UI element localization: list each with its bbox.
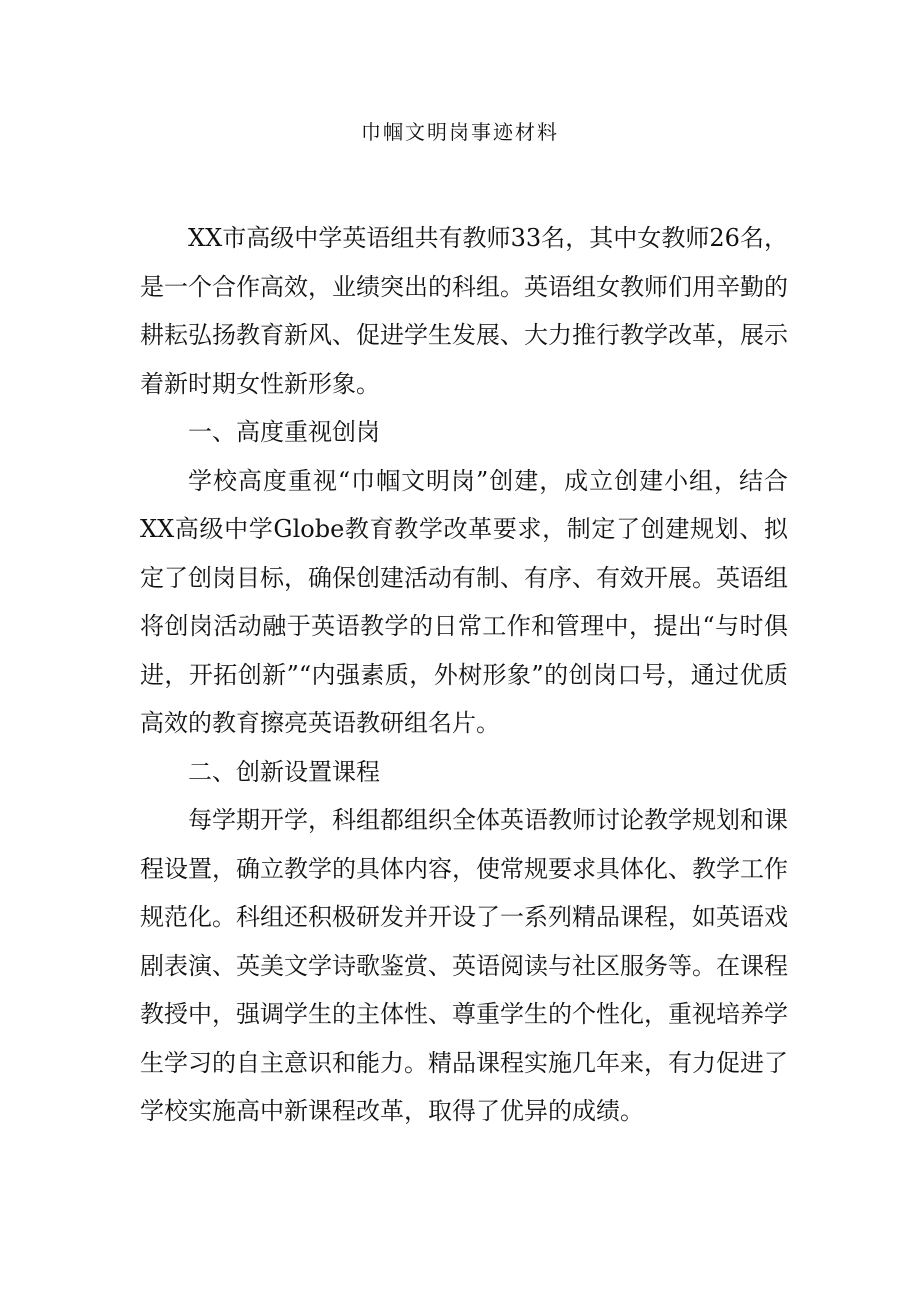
section-heading-2: 二、创新设置课程: [188, 757, 380, 786]
section-heading-1: 一、高度重视创岗: [188, 418, 380, 446]
document-body: [140, 214, 788, 1136]
paragraph-section-2: 每学期开学，科组都组织全体英语教师讨论教学规划和课程设置，确立教学的具体内容，使常规要求具体化、教学工作规范化。科组还积极研发并开设了一系列精品课程，如英语戏剧表演、英美文学诗歌鉴赏、英语阅读与社区服务等。在课程教授中，强调学生的主体性、尊重学生的个性化，重视培养学生学习的自主意识和能力。精品课程实施几年来，有力促进了学校实施高中新课程改革，取得了优异的成绩。: [140, 806, 788, 1125]
paragraph-section-1: 学校高度重视“巾帼文明岗”创建，成立创建小组，结合XX高级中学Globe教育教学改革要求，制定了创建规划、拟定了创岗目标，确保创建活动有制、有序、有效开展。英语组将创岗活动融于英语教学的日常工作和管理中，提出“与时俱进，开拓创新”“内强素质，外树形象”的创岗口号，通过优质高效的教育擦亮英语教研组名片。: [140, 466, 788, 737]
document-title: 巾帼文明岗事迹材料: [361, 120, 559, 144]
paragraph-intro: XX市高级中学英语组共有教师33名，其中女教师26名，是一个合作高效，业绩突出的科组。英语组女教师们用辛勤的耕耘弘扬教育新风、促进学生发展、大力推行教学改革，展示着新时期女性新形象。: [140, 224, 788, 398]
